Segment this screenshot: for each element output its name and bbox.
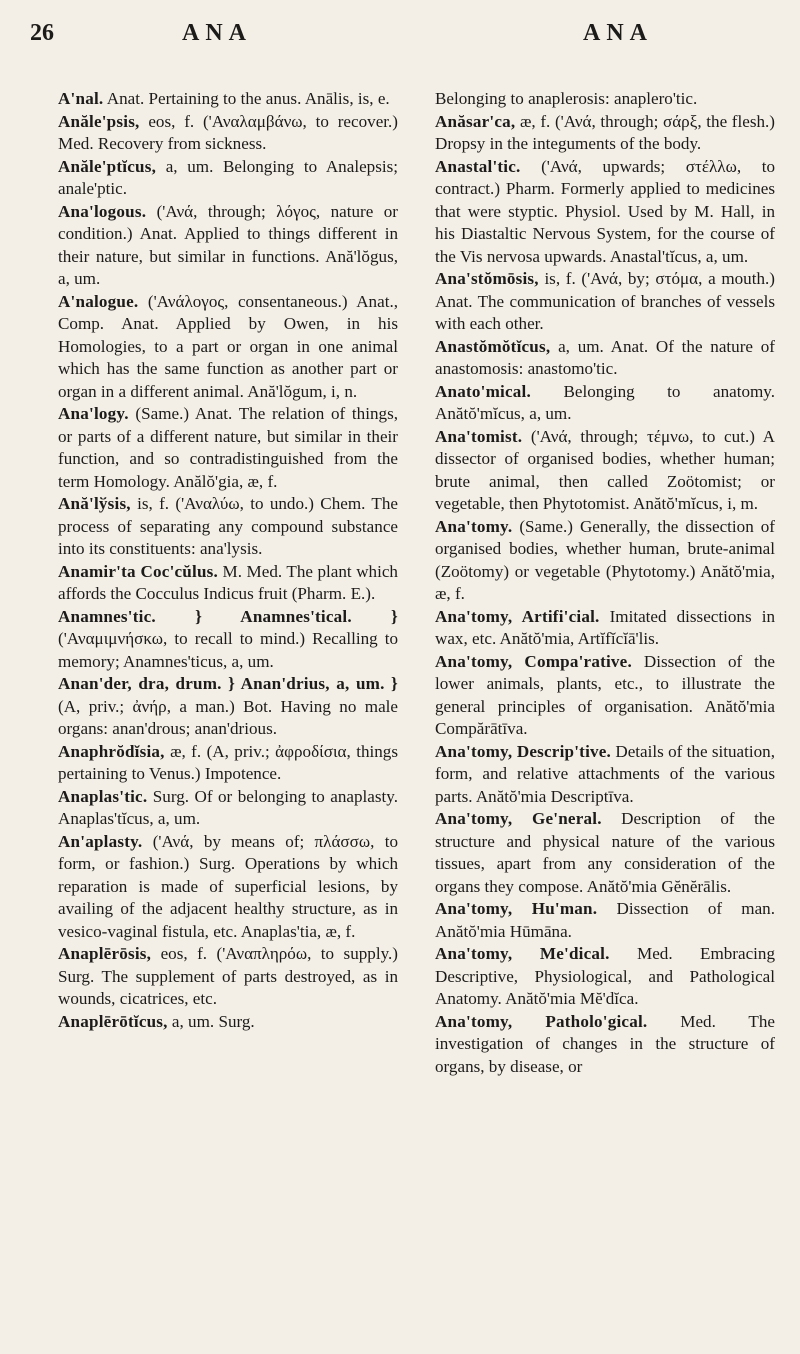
entry-headword: Ana'logous. [58,201,147,221]
dictionary-entry [435,426,775,516]
dictionary-entry [435,943,775,1011]
entry-definition: a, um. Anat. Of the nature of anastomosis: anastomo'tic. [435,336,775,378]
dictionary-entry [58,741,398,786]
entry-definition: a, um. Surg. [171,1011,255,1031]
entry-headword: Ana'tomy, Ge'neral. [435,809,602,828]
dictionary-entry [435,111,775,156]
dictionary-entry [435,156,775,269]
entry-definition: is, f. ('Ανά, by; στόμα, a mouth.) Anat. The communication of branches of vessels with each other. [435,269,775,333]
entry-headword: Anăle'psis, [58,111,140,131]
entry-definition: ('Ανά, through; λόγος, nature or condition.) Anat. Applied to things different in their nature, but similar in functions. Ană'lŏgus, a, um. [58,201,398,288]
entry-headword: Anăsar'ca, [435,111,516,131]
entry-headword: A'nal. [58,89,104,108]
column-gutter [420,88,421,1348]
entry-headword: Ana'tomist. [435,426,523,446]
entry-definition: (A, priv.; ἀνήρ, a man.) Bot. Having no male organs: anan'drous; anan'drious. [58,696,398,738]
entry-headword: Ana'tomy. [435,516,513,536]
entry-headword: Anato'mical. [435,381,531,401]
dictionary-entry [58,786,398,831]
dictionary-entry [435,651,775,741]
entry-definition: ('Ανάλογος, consentaneous.) Anat., Comp. Anat. Applied by Owen, in his Homologies, to a part or organ in one animal which has the same function as another part or organ in a different animal. Ană'lŏgum, i, n. [58,291,398,401]
dictionary-entry [435,516,775,606]
entry-headword: Anan'der, dra, drum. } Anan'drius, a, um. } [58,674,398,693]
entry-headword: An'aplasty. [58,831,143,851]
entry-headword: Anastal'tic. [435,156,521,176]
dictionary-entry [58,88,398,111]
dictionary-entry [58,493,398,561]
dictionary-entry [58,1011,398,1034]
entry-headword: A'nalogue. [58,291,139,311]
entry-headword: Anaplas'tic. [58,786,148,806]
entry-definition: Anat. Pertaining to the anus. Anālis, is, e. [106,89,390,108]
dictionary-entry [435,898,775,943]
entry-headword: Ana'logy. [58,404,129,423]
entry-definition: Surg. Of or belonging to anaplasty. Anaplas'tĭcus, a, um. [58,786,398,828]
entry-definition: (Same.) Generally, the dissection of organised bodies, whether human, brute-animal (Zoötomy) or vegetable (Phytotomy.) Anătŏ'mia, æ, f. [435,516,775,603]
entry-definition: ('Ανά, through; τέμνω, to cut.) A dissector of organised bodies, whether human; brute animal, then called Zoötomist; or vegetable, then Phytotomist. Anătŏ'mĭcus, i, m. [435,426,775,513]
entry-headword: Ana'stŏmōsis, [435,269,539,288]
dictionary-entry [435,336,775,381]
entry-definition: Dissection of the lower animals, plants, etc., to illustrate the general principles of organisation. Anătŏ'mia Compărātīva. [435,651,775,738]
dictionary-entry [58,291,398,404]
entry-definition: eos, f. ('Αναπληρόω, to supply.) Surg. The supplement of parts destroyed, as in wounds, cicatrices, etc. [58,944,399,1008]
entry-headword: Anaphrŏdĭsia, [58,741,165,761]
entry-headword: Anaplērōtĭcus, [58,1011,168,1031]
dictionary-entry [58,201,398,291]
entry-headword: Ană'lўsis, [58,494,131,513]
entry-definition: Dissection of man. Anătŏ'mia Hūmāna. [435,899,776,941]
dictionary-entry [58,831,398,944]
right-guide-word: ANA [583,20,653,46]
entry-definition: æ, f. ('Ανά, through; σάρξ, the flesh.) Dropsy in the integuments of the body. [435,111,776,153]
dictionary-entry [58,673,398,741]
entry-definition: (Same.) Anat. The relation of things, or parts of a different nature, but similar in their function, and so contradistinguished from the term Homology. Anălŏ'gia, æ, f. [58,404,398,491]
left-column [58,88,398,1033]
entry-headword: Anastŏmŏtĭcus, [435,336,551,356]
entry-headword: Anamir'ta Coc'cŭlus. [58,561,218,581]
dictionary-entry [58,606,398,674]
dictionary-entry [58,111,398,156]
entry-headword: Ana'tomy, Patholo'gical. [435,1011,648,1031]
dictionary-entry [435,808,775,898]
dictionary-entry [58,403,398,493]
entry-headword: Anamnes'tic. } Anamnes'tical. } [58,606,398,626]
entry-definition: Med. The investigation of changes in the structure of organs, by disease, or [435,1011,775,1076]
running-head [30,20,770,68]
entry-definition: ('Ανά, by means of; πλάσσω, to form, or fashion.) Surg. Operations by which reparation is made of superficial lesions, by availing of the adjacent healthy structure, as in vesico-vaginal fistula, etc. Anaplas'tia, æ, f. [58,831,398,941]
entry-definition: æ, f. (A, priv.; ἀφροδίσια, things pertaining to Venus.) Impotence. [58,741,398,783]
dictionary-entry [58,943,398,1011]
entry-definition: eos, f. ('Αναλαμβάνω, to recover.) Med. Recovery from sickness. [58,111,398,153]
dictionary-entry [58,156,398,201]
entry-definition: ('Αναμιμνήσκω, to recall to mind.) Recalling to memory; Anamnes'ticus, a, um. [58,629,398,671]
entry-headword: Ana'tomy, Me'dical. [435,944,610,963]
entry-definition: Med. Embracing Descriptive, Physiological, and Pathological Anatomy. Anătŏ'mia Mĕ'dĭca. [435,944,775,1008]
dictionary-entry [435,88,775,111]
entry-definition: Belonging to anaplerosis: anaplero'tic. [435,89,698,108]
entry-definition: Imitated dissections in wax, etc. Anătŏ'mia, Artĭfĭcĭā'lis. [435,606,775,648]
entry-headword: Anaplērōsis, [58,944,152,963]
entry-headword: Ana'tomy, Artifi'cial. [435,606,600,626]
entry-definition: is, f. ('Αναλύω, to undo.) Chem. The process of separating any compound substance into its constituents: ana'lysis. [58,494,398,558]
dictionary-entry [435,606,775,651]
entry-definition: ('Ανά, upwards; στέλλω, to contract.) Pharm. Formerly applied to medicines that were styptic. Physiol. Used by M. Hall, in his Diastaltic Nervous System, for the course of the Vis nervosa upwards. Anastal'tĭcus, a, um. [435,156,775,266]
dictionary-entry [435,268,775,336]
entry-definition: Description of the structure and physical nature of the various tissues, apart from any consideration of the organs they compose. Anătŏ'mia Gĕnĕrālis. [435,809,775,896]
dictionary-entry [58,561,398,606]
dictionary-entry [435,381,775,426]
entry-headword: Anăle'ptĭcus, [58,156,157,176]
entry-definition: M. Med. The plant which affords the Cocculus Indicus fruit (Pharm. E.). [58,561,398,603]
entry-definition: a, um. Belonging to Analepsis; anale'ptic. [58,156,399,198]
entry-headword: Ana'tomy, Hu'man. [435,899,598,918]
left-guide-word: ANA [182,20,252,46]
entry-definition: Details of the situation, form, and relative attachments of the various parts. Anătŏ'mia Descriptīva. [435,741,775,806]
entry-headword: Ana'tomy, Descrip'tive. [435,741,612,761]
right-column [435,88,775,1078]
page-number: 26 [30,20,54,46]
dictionary-entry [435,1011,775,1079]
entry-definition: Belonging to anatomy. Anătŏ'mĭcus, a, um. [435,381,775,423]
entry-headword: Ana'tomy, Compa'rative. [435,651,632,671]
dictionary-entry [435,741,775,809]
